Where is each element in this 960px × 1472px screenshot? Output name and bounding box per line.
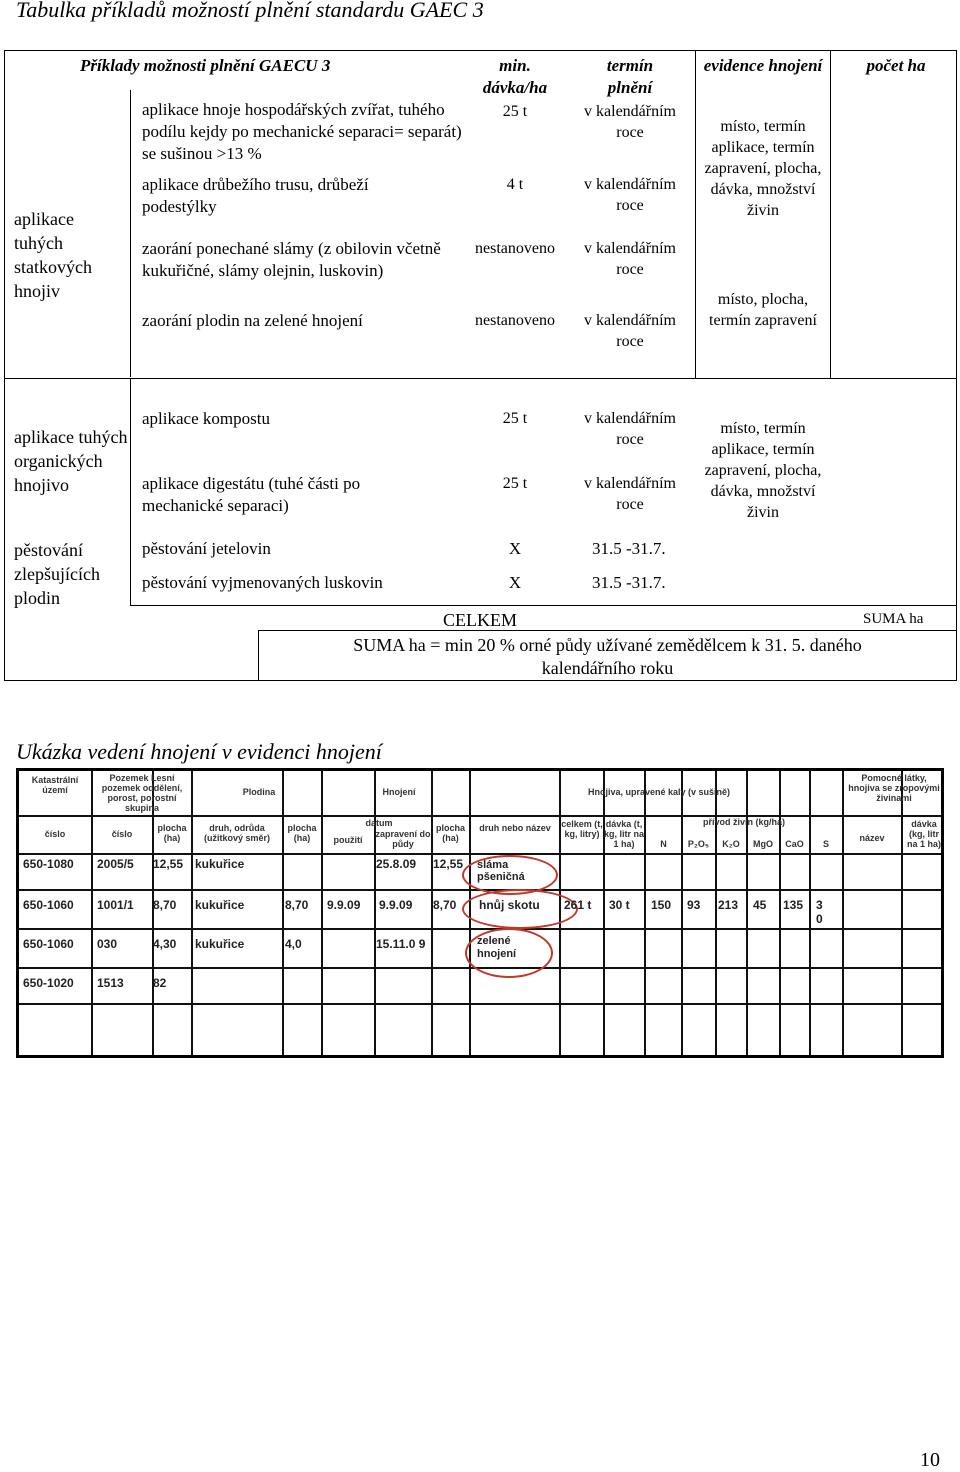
form-hline [19,1003,941,1005]
group3-label: pěstování zlepšujících plodin [14,540,100,608]
form-row2-crop-area: 8,70 [285,898,309,912]
header-examples: Příklady možnosti plnění GAECU 3 [80,56,331,75]
header-min-dose: min. dávka/ha [482,56,548,97]
g1-row3-dose: nestanoveno [475,240,555,257]
form-sub-cadastre-number: číslo [44,829,66,839]
table-border-left [4,50,5,681]
form-header-fertilization: Hnojení [382,787,416,797]
g1-row2-dose: 4 t [506,176,524,193]
form-sub-incorporation: zapravení do půdy [375,829,431,849]
form-row2-total: 261 t [564,898,592,912]
form-row4-parcel: 1513 [97,976,124,990]
form-header-fertilizers: Hnojiva, upravené kaly (v sušině) [587,787,731,797]
g1-row2-deadline: v kalendářním roce [584,176,676,214]
form-row2-area2: 8,70 [433,898,457,912]
g2-row2-desc: aplikace digestátu (tuhé části po mechanické separaci) [142,474,361,515]
form-sub-use: použití [333,835,363,845]
form-nutrient-mg: MgO [753,839,773,849]
form-hline [19,853,941,855]
form-row2-fert-circle [462,889,578,929]
form-row3-fert-circle [465,928,553,978]
g1-row4-deadline: v kalendářním roce [584,312,676,350]
form-row2-k: 213 [718,898,739,912]
form-sub-crop-kind: druh, odrůda (užitkový směr) [203,823,271,843]
g1-row2-desc: aplikace drůbežího trusu, drůbeží podestýlky [142,175,369,216]
g1-row1-dose: 25 t [502,103,528,120]
total-label: CELKEM [443,610,517,630]
form-row2-fert: hnůj skotu [479,898,540,912]
g3-row2-desc: pěstování vyjmenovaných luskovin [142,573,383,592]
form-sub-date: datum [365,818,393,828]
form-header-aux: Pomocné látky, hnojiva se zropovými živinami [848,773,940,803]
table-divider-left-col [130,90,131,377]
form-sub-nutrients: přívod živin (kg/ha) [702,817,785,827]
g3-row2-deadline: 31.5 -31.7. [592,573,666,592]
form-vline [842,771,844,1055]
form-header-cadastre: Katastrální území [31,775,79,795]
form-row3-parcel: 030 [97,937,118,951]
form-vline [644,771,646,1055]
form-vline [779,771,781,1055]
form-row3-fert: zelené hnojení [477,935,517,960]
footnote: SUMA ha = min 20 % orné půdy užívané zemědělcem k 31. 5. daného kalendářního roku [353,635,862,678]
table-border-right [956,50,957,681]
form-sub-dose: dávka (t, kg, litr na 1 ha) [604,819,645,849]
page-title: Tabulka příkladů možností plnění standardu GAEC 3 [16,0,484,22]
header-deadline: termín plnění [606,56,654,97]
form-header-parcel: Pozemek Lesní pozemek oddělení, porost, porostní skupina [101,773,183,813]
form-vline [746,771,748,1055]
form-header-crop: Plodina [242,787,276,797]
form-row3-date-inc: 15.11.0 9 [376,937,426,951]
g1-records-a: místo, termín aplikace, termín zapravení, plocha, dávka, množství živin [704,118,822,219]
form-row3-area: 4,30 [153,937,177,951]
g2-row1-dose: 25 t [502,410,528,427]
table-border-bottom [4,680,957,681]
form-nutrient-p: P₂O₅ [687,839,710,849]
form-vline [809,771,811,1055]
form-vline [91,771,93,1055]
table-divider-left-col-2 [130,379,131,605]
g1-row3-deadline: v kalendářním roce [584,240,676,278]
form-vline [191,771,193,1055]
g1-row4-desc: zaorání plodin na zelené hnojení [142,311,363,330]
form-row2-parcel: 1001/1 [97,898,134,912]
form-row2-mg: 45 [753,898,767,912]
form-row3-crop: kukuřice [195,937,245,951]
form-vline [901,771,903,1055]
g3-row1-deadline: 31.5 -31.7. [592,539,666,558]
table-divider-total [130,605,956,606]
form-sub-aux-name: název [859,833,885,843]
g1-records-b: místo, plocha, termín zapravení [709,291,817,329]
form-hline [19,928,941,930]
g2-row1-deadline: v kalendářním roce [584,410,676,448]
form-sub-fert-kind: druh nebo název [479,823,551,833]
form-sub-aux-dose: dávka (kg, litr na 1 ha) [906,819,941,849]
form-row2-date-use: 9.9.09 [327,898,361,912]
section2-title: Ukázka vedení hnojení v evidenci hnojení [16,739,382,764]
g3-row1-dose: X [508,539,522,558]
form-row2-n: 150 [651,898,672,912]
form-nutrient-s: S [822,839,829,849]
g3-row1-desc: pěstování jetelovin [142,539,271,558]
g1-row4-dose: nestanoveno [475,312,555,329]
form-row1-date-inc: 25.8.09 [376,857,417,871]
form-row4-cadastre: 650-1020 [23,976,74,990]
form-sub-crop-area: plocha (ha) [287,823,317,843]
form-vline [321,771,323,1055]
group1-label: aplikace tuhých statkových hnojiv [14,209,92,301]
form-row2-p: 93 [687,898,701,912]
table-border-top [4,50,957,51]
form-sub-total: celkem (t, kg, litry) [561,819,603,839]
form-sub-fert-area: plocha (ha) [435,823,465,843]
form-vline [374,771,376,1055]
g1-row1-deadline: v kalendářním roce [584,103,676,141]
total-value: SUMA ha [863,611,924,627]
form-vline [431,771,433,1055]
form-row2-cadastre: 650-1060 [23,898,74,912]
form-sub-parcel-area: plocha (ha) [157,823,187,843]
form-vline [681,771,683,1055]
g2-row2-dose: 25 t [502,475,528,492]
form-row2-crop: kukuřice [195,898,245,912]
group2-label: aplikace tuhých organických hnojivo [14,427,128,495]
form-row2-date-inc: 9.9.09 [379,898,413,912]
form-nutrient-k: K₂O [722,839,740,849]
form-row3-crop-area: 4,0 [285,937,302,951]
form-row1-fert: sláma pšeničná [477,859,525,883]
table-divider-footnote [258,630,956,631]
g1-row1-desc: aplikace hnoje hospodářských zvířat, tuhého podílu kejdy po mechanické separaci= separát) se sušinou >13 % [142,100,462,163]
header-hectares: počet ha [866,56,926,75]
page-number: 10 [920,1449,940,1471]
form-row2-area: 8,70 [153,898,177,912]
form-row1-cadastre: 650-1080 [23,857,74,871]
table-divider-footnote-left [258,630,259,680]
form-vline [715,771,717,1055]
g2-records: místo, termín aplikace, termín zapravení, plocha, dávka, množství živin [704,420,822,521]
form-row4-area: 82 [153,976,167,990]
form-vline [282,771,284,1055]
form-row2-s: 3 0 [816,898,823,926]
g3-row2-dose: X [508,573,522,592]
form-row1-parcel: 2005/5 [97,857,134,871]
table-divider-hectares [830,50,831,378]
form-row2-ca: 135 [783,898,804,912]
g2-row2-deadline: v kalendářním roce [584,475,676,513]
fertilization-record-form [16,768,944,1058]
form-row2-dose: 30 t [609,898,630,912]
form-vline [603,771,605,1055]
form-row1-area2: 12,55 [433,857,464,871]
form-row3-cadastre: 650-1060 [23,937,74,951]
table-divider-group1 [4,378,957,379]
form-row1-area: 12,55 [153,857,184,871]
g1-row3-desc: zaorání ponechané slámy (z obilovin včetně kukuřičné, slámy olejnin, luskovin) [142,239,441,280]
form-nutrient-n: N [660,839,667,849]
g2-row1-desc: aplikace kompostu [142,409,270,428]
form-nutrient-ca: CaO [785,839,804,849]
table-divider-records [695,50,696,378]
form-vline [152,771,154,1055]
header-records: evidence hnojení [703,56,823,75]
form-sub-parcel-number: číslo [111,829,133,839]
form-row1-crop: kukuřice [195,857,245,871]
